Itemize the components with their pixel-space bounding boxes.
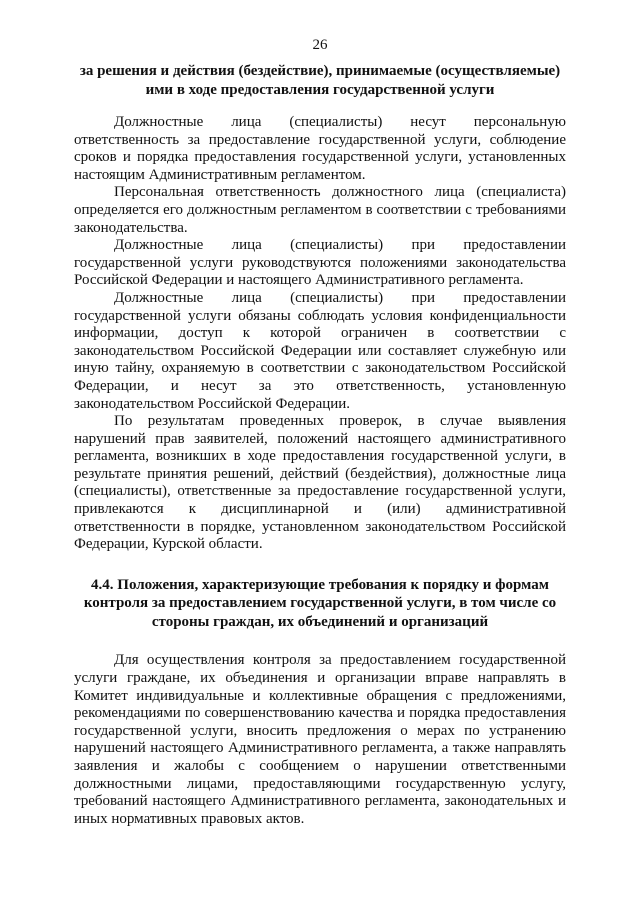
paragraph: По результатам проведенных проверок, в случае выявления нарушений прав заявителей, положений настоящего административного регламента, возникших в ходе предоставления государственной услуги, в результате принятия решений, действий (бездействия), должностные лица (специалисты), ответственные за предоставление государственной услуги, привлекаются к дисциплинарной и (или) административной ответственности в порядке, установленном законодательством Российской Федерации, Курской области.: [74, 413, 566, 553]
page-number: 26: [312, 37, 328, 53]
paragraph: Персональная ответственность должностного лица (специалиста) определяется его должностным регламентом в соответствии с требованиями законодательства.: [74, 184, 566, 236]
paragraph: Должностные лица (специалисты) при предоставлении государственной услуги руководствуются положениями законодательства Российской Федерации и настоящего Административного регламента.: [74, 237, 566, 289]
paragraph: Должностные лица (специалисты) несут персональную ответственность за предоставление государственной услуги, соблюдение сроков и порядка предоставления государственной услуги, установленных настоящим Административным регламентом.: [74, 114, 566, 183]
section-heading: 4.4. Положения, характеризующие требования к порядку и формам контроля за предоставлением государственной услуги, в том числе со стороны граждан, их объединений и организаций: [83, 576, 557, 630]
paragraph: Для осуществления контроля за предоставлением государственной услуги граждане, их объединения и организации вправе направлять в Комитет индивидуальные и коллективные обращения с предложениями, рекомендациями по совершенствованию качества и порядка предоставления государственной услуги, вносить предложения о мерах по устранению нарушений настоящего Административного регламента, а также направлять заявления и жалобы с сообщением о нарушении ответственными должностными лицами, предоставляющими государственную услугу, требований настоящего Административного регламента, законодательных и иных нормативных правовых актов.: [74, 652, 566, 827]
heading-continuation: за решения и действия (бездействие), принимаемые (осуществляемые) ими в ходе предоставления государственной услуги: [79, 63, 561, 98]
document-body: [74, 62, 566, 828]
paragraph: Должностные лица (специалисты) при предоставлении государственной услуги обязаны соблюдать условия конфиденциальности информации, доступ к которой ограничен в соответствии с законодательством Российской Федерации или составляет служебную или иную тайну, охраняемую в соответствии с законодательством Российской Федерации, и несут за это ответственность, установленную законодательством Российской Федерации.: [74, 289, 566, 412]
